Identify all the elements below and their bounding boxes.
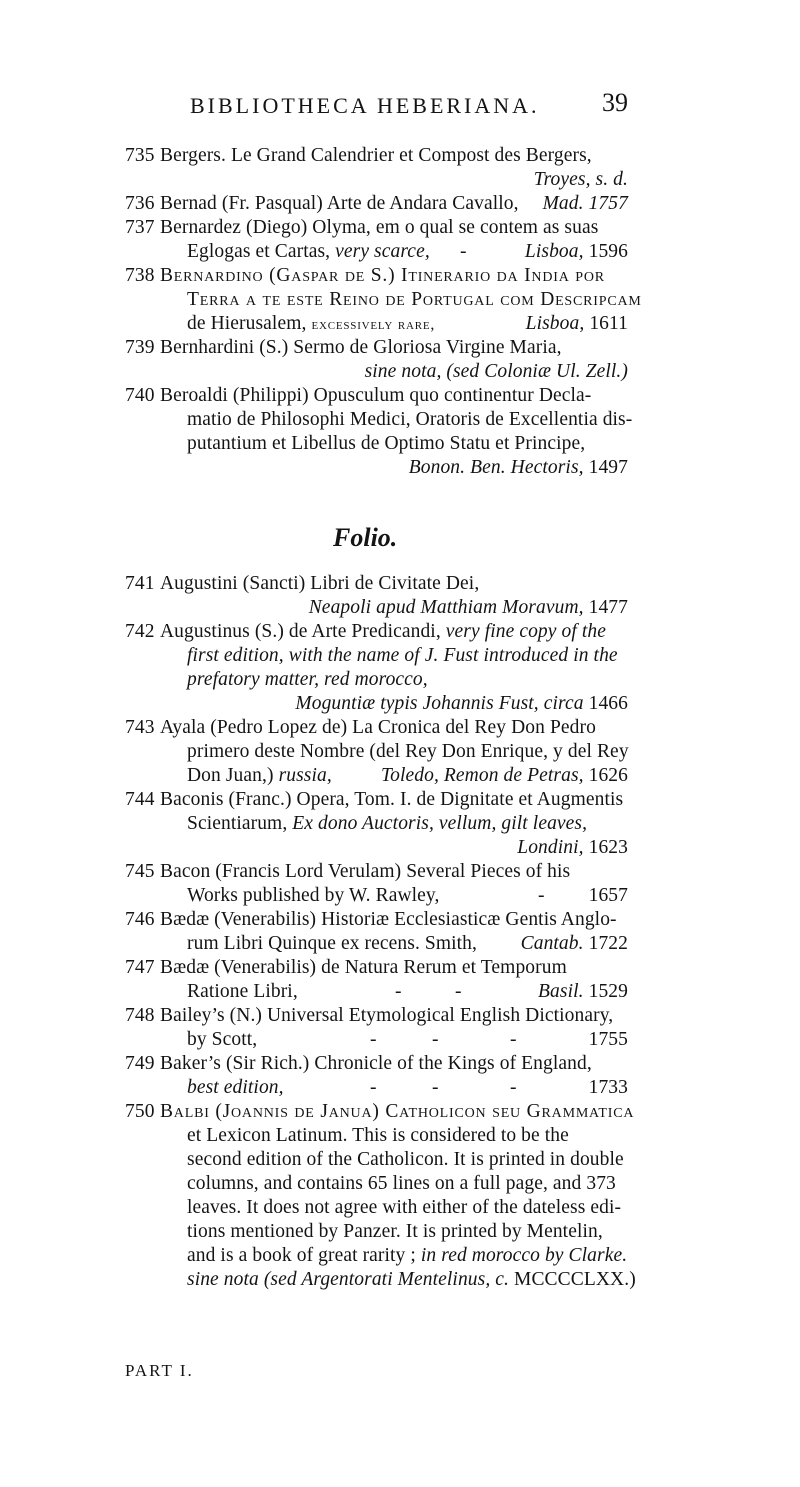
entry-year: 1477: [588, 597, 628, 618]
entry-number: 741: [125, 573, 155, 594]
entry-number: 744: [125, 789, 155, 810]
entry-text: primero deste Nombre (del Rey Don Enrique, y del Rey: [187, 741, 629, 762]
leader-dash: -: [370, 1029, 377, 1050]
entry-text: second edition of the Catholicon. It is printed in double: [187, 1149, 624, 1170]
entry-number: 735: [125, 145, 155, 166]
entry-text: Don Juan,): [187, 765, 274, 786]
entry-text: Augustini (Sancti) Libri de Civitate Dei,: [160, 573, 480, 594]
entry-note: very fine copy of the: [445, 621, 606, 642]
page-number: 39: [602, 88, 628, 117]
entry-place: Toledo, Remon de Petras,: [380, 765, 584, 786]
entry-place: Lisboa,: [524, 241, 584, 262]
entry-text: [187, 812, 587, 836]
entry-imprint: [525, 240, 628, 264]
entry-text: Ayala (Pedro Lopez de) La Cronica del Rey Don Pedro: [160, 717, 596, 738]
entry-note: very scarce,: [335, 241, 430, 262]
entry-place: Bonon. Ben. Hectoris,: [408, 457, 584, 478]
leader-dash: -: [510, 1077, 517, 1098]
entry-note: excessively rare,: [311, 316, 436, 333]
entry-number: 738: [125, 265, 155, 286]
entry-place: Lisboa,: [525, 313, 585, 334]
entry-text: Works published by W. Rawley,: [187, 885, 440, 906]
entry-number: 742: [125, 621, 155, 642]
entry-text: [187, 764, 332, 788]
entry-place: Neapoli apud Matthiam Moravum,: [308, 597, 584, 618]
entry-note: prefatory matter, red morocco,: [187, 669, 428, 690]
entry-text: Bædæ (Venerabilis) Historiæ Ecclesiasticæ Gentis Anglo-: [160, 909, 617, 930]
entry-text: Terra a te este Reino de Portugal com Descripcam: [187, 289, 642, 310]
entry-imprint: [409, 456, 628, 480]
entry-text: et Lexicon Latinum. This is considered to be the: [187, 1125, 569, 1146]
entry-number: 743: [125, 717, 155, 738]
entry-year: 1626: [588, 765, 628, 786]
entry-number: 737: [125, 217, 155, 238]
entry-imprint: [309, 596, 628, 620]
entry-imprint: [521, 932, 628, 956]
entry-text: Baker’s (Sir Rich.) Chronicle of the Kings of England,: [160, 1053, 592, 1074]
entry-imprint: Mad. 1757: [542, 193, 628, 214]
entry-note: Ex dono Auctoris, vellum, gilt leaves,: [292, 813, 588, 834]
running-header-title: BIBLIOTHECA HEBERIANA.: [190, 93, 540, 118]
entry-note: in red morocco by Clarke.: [420, 1245, 628, 1266]
entry-text: Bernhardini (S.) Sermo de Gloriosa Virgine Maria,: [160, 337, 562, 358]
entry-text: Bernardez (Diego) Olyma, em o qual se contem as suas: [160, 217, 599, 238]
entry-note: russia,: [278, 765, 332, 786]
entry-text: and is a book of great rarity ;: [187, 1245, 416, 1266]
entry-year: 1596: [588, 241, 628, 262]
leader-dash: -: [432, 1029, 439, 1050]
entry-text: [187, 240, 430, 264]
entry-place: sine nota (sed Argentorati Mentelinus, c.: [187, 1269, 510, 1290]
entry-year: MCCCCLXX.): [514, 1269, 636, 1290]
entry-text: Eglogas et Cartas,: [187, 241, 331, 262]
entry-imprint: [517, 836, 628, 860]
entry-number: 746: [125, 909, 155, 930]
entry-text: Bædæ (Venerabilis) de Natura Rerum et Temporum: [160, 957, 567, 978]
leader-dash: -: [395, 981, 402, 1002]
entry-text: Bacon (Francis Lord Verulam) Several Pieces of his: [160, 861, 571, 882]
entry-text: Scientiarum,: [187, 813, 288, 834]
entry-number: 745: [125, 861, 155, 882]
entry-note: best edition,: [187, 1077, 284, 1098]
entry-number: 749: [125, 1053, 155, 1074]
entry-year: 1623: [588, 837, 628, 858]
entry-place: Basil.: [538, 981, 584, 1002]
leader-dash: -: [455, 981, 462, 1002]
entry-text: de Hierusalem,: [187, 313, 307, 334]
entry-year: 1755: [588, 1029, 628, 1050]
entry-text: columns, and contains 65 lines on a full page, and 373: [187, 1173, 616, 1194]
entry-text: Beroaldi (Philippi) Opusculum quo continentur Decla-: [160, 385, 592, 406]
entry-year: 1611: [589, 313, 628, 334]
leader-dash: -: [510, 1029, 517, 1050]
entry-number: 739: [125, 337, 155, 358]
entry-number: 736: [125, 193, 155, 214]
entry-text: [187, 312, 435, 337]
entry-place: Cantab.: [520, 933, 584, 954]
signature-mark: PART I.: [125, 1361, 194, 1380]
entry-imprint: [295, 692, 628, 716]
entry-text: Bernad (Fr. Pasqual) Arte de Andara Cavallo,: [160, 193, 519, 214]
entry-year: 1497: [588, 457, 628, 478]
entry-imprint: [526, 312, 628, 336]
entry-text: Bernardino (Gaspar de S.) Itinerario da India por: [160, 265, 605, 286]
entry-text: matio de Philosophi Medici, Oratoris de Excellentia dis-: [187, 409, 633, 430]
entry-text: by Scott,: [187, 1029, 258, 1050]
leader-dash: -: [370, 1077, 377, 1098]
entry-number: 747: [125, 957, 155, 978]
entry-year: 1657: [588, 885, 628, 906]
leader-dash: -: [538, 885, 545, 906]
entry-year: 1529: [588, 981, 628, 1002]
entry-text: leaves. It does not agree with either of the dateless edi-: [187, 1197, 622, 1218]
entry-text: [160, 620, 606, 644]
entry-text: Balbi (Joannis de Janua) Catholicon seu Grammatica: [160, 1101, 635, 1122]
entry-text: Baconis (Franc.) Opera, Tom. I. de Dignitate et Augmentis: [160, 789, 624, 810]
entry-text: rum Libri Quinque ex recens. Smith,: [187, 933, 477, 954]
entry-text: tions mentioned by Panzer. It is printed by Mentelin,: [187, 1221, 603, 1242]
entry-imprint: [381, 764, 628, 788]
entry-year: 1722: [588, 933, 628, 954]
entry-number: 750: [125, 1101, 155, 1122]
entry-number: 748: [125, 1005, 155, 1026]
entry-year: 1733: [588, 1077, 628, 1098]
leader-dash: -: [460, 241, 467, 262]
entry-number: 740: [125, 385, 155, 406]
entry-text: Ratione Libri,: [187, 981, 298, 1002]
entry-text: [187, 1244, 627, 1268]
entry-text: Bergers. Le Grand Calendrier et Compost des Bergers,: [160, 145, 592, 166]
entry-year: 1466: [588, 693, 628, 714]
leader-dash: -: [432, 1077, 439, 1098]
section-heading: Folio.: [333, 523, 398, 552]
entry-place: Londini,: [517, 837, 584, 858]
entry-imprint: Troyes, s. d.: [533, 169, 628, 190]
entry-place: Moguntiæ typis Johannis Fust, circa: [295, 693, 584, 714]
entry-imprint: sine nota, (sed Coloniæ Ul. Zell.): [364, 361, 628, 382]
entry-text: putantium et Libellus de Optimo Statu et Principe,: [187, 433, 586, 454]
entry-imprint: [538, 980, 628, 1004]
entry-imprint: [187, 1268, 636, 1292]
entry-note: first edition, with the name of J. Fust introduced in the: [187, 645, 618, 666]
entry-text: Augustinus (S.) de Arte Predicandi,: [160, 621, 441, 642]
entry-text: Bailey’s (N.) Universal Etymological English Dictionary,: [160, 1005, 614, 1026]
